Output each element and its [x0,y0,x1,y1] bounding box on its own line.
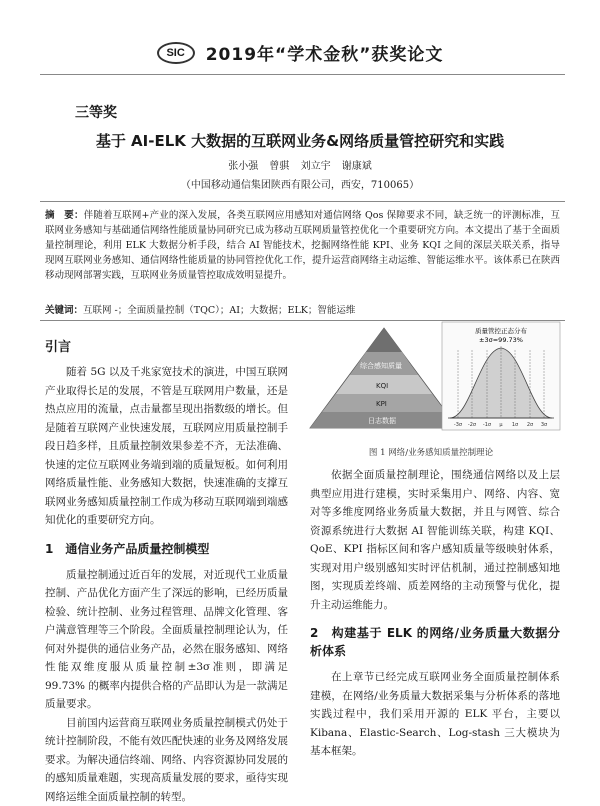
author-list [0,157,600,172]
section1-paragraph: 目前国内运营商互联网业务质量控制模式仍处于统计控制阶段，不能有效匹配快速的业务及网络发展要求。为解决通信终端、网络、内容资源协同发展的的感知质量难题，实现高质量发展的要求，亟待实现网络运维全面质量控制的转型。 [45,714,288,806]
figure-caption: 图 1 网络/业务感知质量控制理论 [300,446,562,458]
section2-paragraph: 在上章节已经完成互联网业务全面质量控制体系建模，在网络/业务质量大数据采集与分析体系的落地实践过程中，我们采用开源的 ELK 平台，主要以 Kibana、Elastic-Search、Log-stash 三大模块为基本框架。 [310,668,560,761]
pyramid-label: 日志数据 [368,416,396,425]
abstract-label: 摘 要： [45,210,84,221]
pyramid-label: 综合感知质量 [360,361,402,370]
paper-title: 基于 AI-ELK 大数据的互联网业务&网络质量管控研究和实践 [0,130,600,151]
intro-paragraph: 随着 5G 以及千兆家宽技术的演进，中国互联网产业取得长足的发展，不管是互联网用户数量，还是热点应用的流量，点击量都呈现出指数级的增长。但是随着互联网产业快速发展，互联网应用质量控制手段日趋多样，且质量控制效果参差不齐，无法准确、快速的定位互联网业务端到端的质量短板。如何利用网络质量性能、业务感知大数据，快速准确的支撑互联网业务感知质量控制工作成为移动互联网端到端感知优化的重要研究方向。 [45,363,288,530]
keywords [45,302,560,316]
sigma-label: -3σ [454,422,463,428]
section1-paragraph: 质量控制通过近百年的发展，对近现代工业质量控制、产品优化方面产生了深远的影响，已经历质量检验、统计控制、业务过程管理、品牌文化管理、客户满意管理等三个阶段。全面质量控制理论认为，任何对外提供的通信业务产品，必然在服务感知、网络性能双维度服从质量控制±3σ准则，即满足 99.73% 的概率内提供合格的产品即认为是一款满足质量要求。 [45,566,288,714]
distribution-subtitle: ±3σ=99.73% [479,336,523,344]
journal-logo: SIC [157,42,195,64]
pyramid-label: KQI [376,382,388,390]
right-paragraph: 依据全面质量控制理论，围绕通信网络以及上层典型应用进行建模，实时采集用户、网络、内容、宽对等多维度网络业务质量大数据，并且与网管、综合资源系统进行大数据 AI 智能训练关联，构建 KQI、QoE、KPI 指标区间和客户感知质量等级映射体系，实现对用户级别感知实时评估机制，通过控制感知地图，实现质差终端、质差网络的主动预警与优化，提升主动运维能力。 [310,466,560,614]
author: 谢康斌 [342,161,372,172]
right-column [310,466,560,761]
header-divider [40,74,565,75]
author: 曾骐 [269,161,289,172]
left-column [45,336,288,806]
sigma-label: 3σ [541,422,548,428]
affiliation: （中国移动通信集团陕西有限公司，西安，710065） [0,176,600,191]
author: 刘立宇 [301,161,331,172]
pyramid-apex [366,328,402,352]
sigma-label: -1σ [483,422,492,428]
abstract-top-rule [40,201,565,202]
author: 张小强 [228,161,258,172]
sigma-label: -2σ [468,422,477,428]
keywords-text: 互联网 -；全面质量控制（TQC）；AI；大数据；ELK；智能运维 [83,305,355,316]
sigma-label: 2σ [527,422,534,428]
keywords-label: 关键词： [45,305,83,316]
section2-heading: 2 构建基于 ELK 的网络/业务质量大数据分析体系 [310,624,560,660]
figure-1-graphic [300,320,562,442]
abstract [45,208,560,283]
section1-heading: 1 通信业务产品质量控制模型 [45,540,288,558]
sigma-label: μ [499,422,503,428]
pyramid-label: KPI [376,400,387,408]
abstract-text: 伴随着互联网+产业的深入发展，各类互联网应用感知对通信网络 Qos 保障要求不同，缺乏统一的评测标准，互联网业务感知与基础通信网络性能质量协同研究已成为移动互联网质量管控优化一个重要研究方向。本文提出了基于全面质量控制理论，利用 ELK 大数据分析手段，结合 AI 智能技术，挖掘网络性能 KPI、业务 KQI 之间的深层关联关系，指导现网互联网业务感知、通信网络性能质量的协同管控优化工作，提升运营商网络主动运维、智能运维水平。该体系已在陕西移动现网部署实践，互联网业务质量管控取成效明显提升。 [45,210,560,281]
header-title: 2019年“学术金秋”获奖论文 [206,40,444,65]
distribution-title: 质量管控正态分布 [475,326,528,335]
journal-header [0,40,600,65]
sigma-label: 1σ [512,422,519,428]
figure-1 [300,320,562,442]
intro-heading: 引言 [45,336,288,355]
award-level: 三等奖 [75,102,117,122]
